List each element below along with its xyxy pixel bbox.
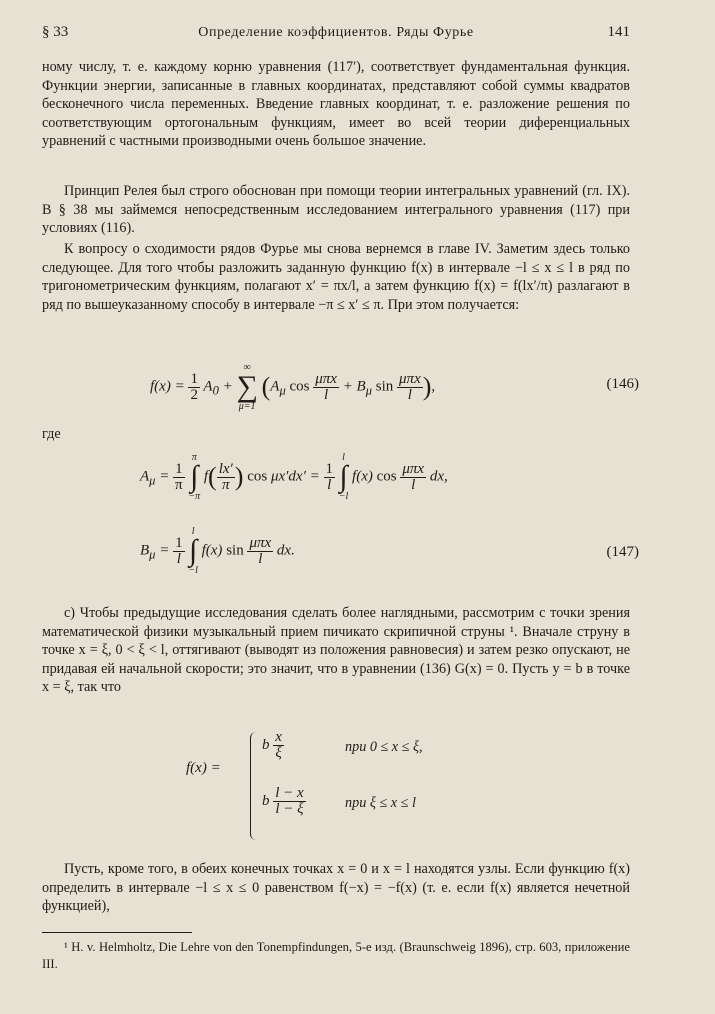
- piecewise-case-2: b $\frac{l - x}{l - \xi}$: [262, 785, 304, 817]
- equation-a-mu-formula: $A_\mu$ = $\frac{1}{\pi}$ π ∫ −π f( $\frac{lx'}{\pi}$ ) cos μx′dx′ = $\frac{1}{l}$ l ∫ −l f(x) cos μπx l dx,: [140, 452, 448, 502]
- paragraph-4: [42, 604, 630, 697]
- paragraph-5-text: Пусть, кроме того, в обеих конечных точках x = 0 и x = l находятся узлы. Если функцию f(x) определить в интервале −l ≤ x ≤ 0 равенством f(−x) = −f(x) (т. е. если f(x) является нечетной функцией),: [42, 861, 630, 914]
- footnote: ¹ H. v. Helmholtz, Die Lehre von den Tonempfindungen, 5-е изд. (Braunschweig 1896), стр. 603, приложение III.: [42, 940, 630, 971]
- section-number: § 33: [42, 24, 69, 40]
- page-number: 141: [607, 24, 630, 40]
- paragraph-2-text: Принцип Релея был строго обоснован при помощи теории интегральных уравнений (гл. IX). В § 38 мы займемся непосредственным исследованием интегрального уравнения (117) при условиях (116).: [42, 183, 630, 236]
- paragraph-3-text: К вопросу о сходимости рядов Фурье мы снова вернемся в главе IV. Заметим здесь только следующее. Для того чтобы разложить заданную функцию f(x) в интервале −l ≤ x ≤ l в ряд по тригонометрическим функциям, полагают x′ = πx/l, а затем функцию f(x) = f(lx′/π) разлагают в ряд по вышеуказанному способу в интервале −π ≤ x′ ≤ π. При этом получается:: [42, 241, 630, 313]
- equation-a-mu: [0, 448, 715, 518]
- piecewise-brace: [250, 732, 259, 840]
- footnote-rule: [42, 932, 192, 933]
- paragraph-2: [42, 182, 630, 238]
- piecewise-lhs: f(x) =: [186, 760, 221, 776]
- equation-piecewise: [0, 722, 715, 847]
- paragraph-1: [42, 58, 630, 151]
- piecewise-condition-1: при 0 ≤ x ≤ ξ,: [345, 739, 423, 755]
- piecewise-case-1: b $\frac{x}{\xi}$: [262, 729, 282, 761]
- running-title: Определение коэффициентов. Ряды Фурье: [198, 25, 474, 40]
- equation-147-formula: $B_\mu$ = $\frac{1}{l}$ l ∫ −l f(x) sin μπx l dx.: [140, 526, 295, 576]
- paragraph-1-text: ному числу, т. е. каждому корню уравнения (117′), соответствует фундаментальная функция. Функции энергии, записанные в главных координатах, представляют собой суммы квадратов бесконечного числа переменных. Введение главных координат, т. е. разложение решения по соответствующим ортогональным функциям, имеет во всей теории диференциальных уравнений с частными производными очень большое значение.: [42, 59, 630, 149]
- equation-147-number: (147): [606, 544, 639, 560]
- paragraph-4-text: c) Чтобы предыдущие исследования сделать более наглядными, рассмотрим с точки зрения математической физики музыкальный прием пичикато скрипичной струны ¹. Вначале струну в точке x = ξ, 0 < ξ < l, оттягивают (выводят из положения равновесия) и затем резко опускают, не придавая ей начальной скорости; это значит, что в уравнении (136) G(x) = 0. Пусть y = b в точке x = ξ, так что: [42, 605, 630, 695]
- equation-146-formula: f(x) = $\frac{1}{2}$ $A_0$ + ∞ ∑ μ=1 ($A_\mu$ cos μπx l + $B_\mu$ sin μπx l ),: [150, 362, 436, 412]
- paragraph-3: [42, 240, 630, 314]
- equation-146-number: (146): [606, 376, 639, 392]
- piecewise-condition-2: при ξ ≤ x ≤ l: [345, 795, 416, 811]
- equation-146: [0, 362, 715, 412]
- where-text: где: [42, 426, 61, 442]
- equation-147: [0, 522, 715, 592]
- where-label: [42, 425, 630, 444]
- running-header: [42, 24, 630, 46]
- paragraph-5: [42, 860, 630, 916]
